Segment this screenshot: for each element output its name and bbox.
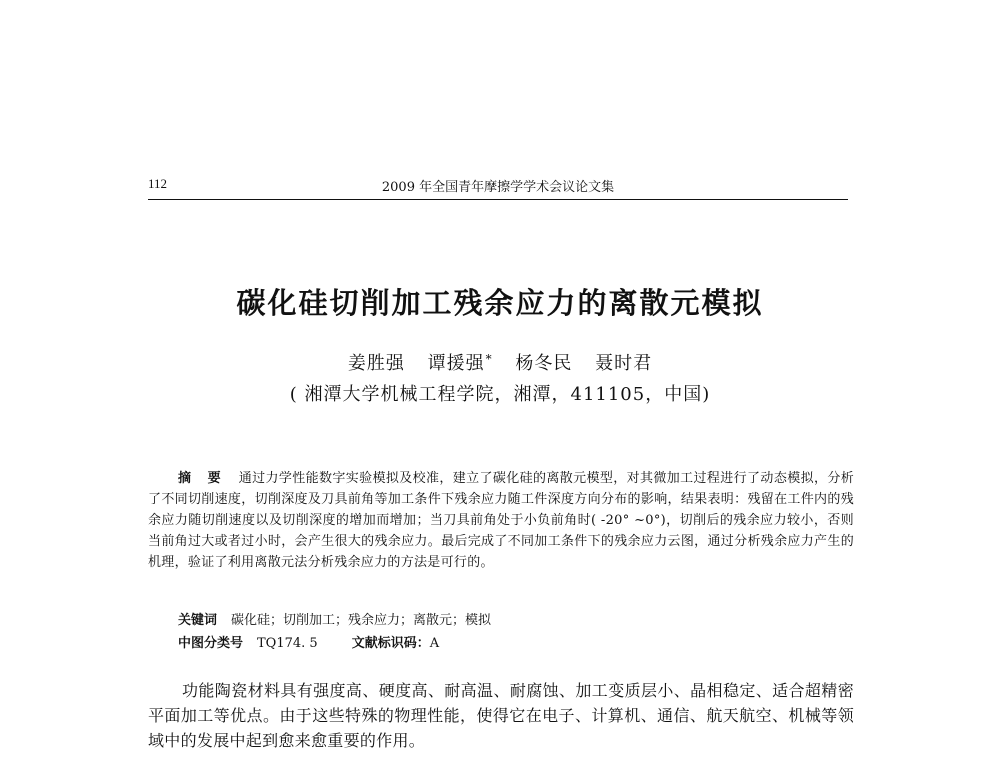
author-name: 谭援强* xyxy=(427,352,493,374)
classification-value: TQ174. 5 xyxy=(257,636,318,651)
document-code-label: 文献标识码： xyxy=(351,636,430,651)
journal-title: 2009 年全国青年摩擦学学术会议论文集 xyxy=(381,180,615,195)
paper-title: 碳化硅切削加工残余应力的离散元模拟 xyxy=(236,286,764,320)
running-header xyxy=(148,176,848,200)
author-name: 姜胜强 xyxy=(347,353,405,374)
keywords-label: 关键词 xyxy=(178,613,218,628)
abstract-label: 摘 要 xyxy=(178,471,227,486)
abstract-text: 通过力学性能数字实验模拟及校准，建立了碳化硅的离散元模型，对其微加工过程进行了动态模拟，分析了不同切削速度，切削深度及刀具前角等加工条件下残余应力随工件深度方向分布的影响，结果表明：残留在工件内的残余应力随切削速度以及切削深度的增加而增加；当刀具前角处于小负前角时( -20° ~0°)，切削后的残余应力较小，否则当前角过大或者过小时，会产生很大的残余应力。最后完成了不同加工条件下的残余应力云图，通过分析残余应力产生的机理，验证了利用离散元法分析残余应力的方法是可行的。 xyxy=(148,471,854,570)
classification-label: 中图分类号 xyxy=(178,636,244,651)
page-number: 112 xyxy=(148,176,168,191)
keywords-line xyxy=(178,609,491,628)
abstract xyxy=(148,468,854,573)
header-rule xyxy=(148,199,848,200)
body-paragraph: 功能陶瓷材料具有强度高、硬度高、耐高温、耐腐蚀、加工变质层小、晶相稳定、适合超精密平面加工等优点。由于这些特殊的物理性能，使得它在电子、计算机、通信、航天航空、机械等领域中的发展中起到愈来愈重要的作用。 xyxy=(148,681,854,750)
affiliation: ( 湘潭大学机械工程学院，湘潭，411105，中国) xyxy=(289,384,711,405)
document-code-value: A xyxy=(429,636,440,651)
author-name: 聂时君 xyxy=(595,353,653,374)
keywords-value: 碳化硅；切削加工；残余应力；离散元；模拟 xyxy=(231,613,492,628)
author-name: 杨冬民 xyxy=(515,353,573,374)
corresponding-author-mark: * xyxy=(485,352,493,366)
author-list xyxy=(100,349,900,375)
classification-line xyxy=(178,632,439,651)
